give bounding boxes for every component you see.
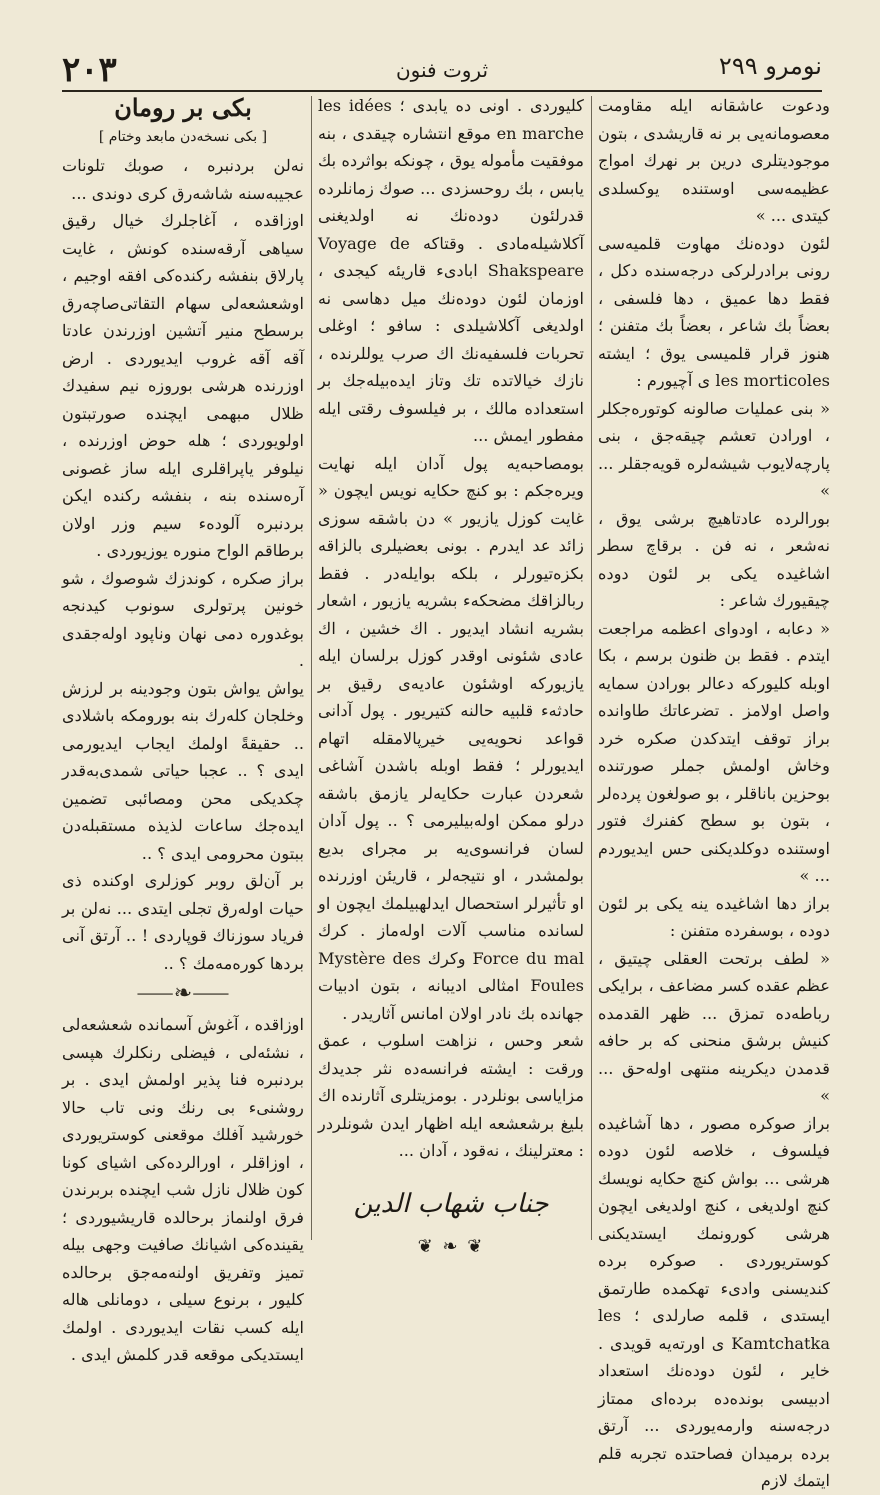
- page-number: ٢٠٣: [62, 50, 117, 90]
- paragraph: « بنی عمليات صالونه كوتوره‌جكلر ، اورادن تعشم چيقه‌جق ، بنی پارچه‌لايوب شيشه‌لره قويه‌جقلر ... »: [598, 398, 830, 500]
- column-left: [62, 92, 304, 1364]
- issue-number: نومرو ٢٩٩: [718, 52, 822, 80]
- flourish-divider: ⸺❧⸺: [136, 981, 230, 1006]
- column-right: [598, 92, 830, 1490]
- paragraph: نه‌لن بردنبره ، صوبك تلونات عجيبه‌سنه شاشه‌رق كری دوندی ...: [62, 156, 304, 203]
- journal-title: ثروت فنون: [395, 58, 489, 82]
- section-title: بكی بر رومان: [114, 93, 252, 122]
- paragraph: اوزاقده ، آغوش آسمانده شعشعه‌لی ، نشئه‌لی ، فيضلی رنكلرك هپسی بردنبره فنا پذير اولمش ايدی . بر روشنیء بی رنك ونی تاب حالا خورشيد آفلك موقعنی كوستريوردی ، اوزاقلر ، اورالرده‌كی اشيای كونا كون ظلال نازل شب ايچنده بربرندن فرق اولنماز برحالده قاريشيوردی ؛ يقينده‌كی اشيانك صافيت وجهی بيله تميز وتفريق اولنه‌مه‌جق برحالده كليور ، برنوع سيلی ، دومانلی هاله ايله كسب نقات ايديوردی . اولمك ايستديكی موقعه قدر كلمش ايدی .: [62, 1015, 304, 1364]
- paragraph: « دعابه ، اودوای اعظمه مراجعت ايتدم . فقط بن ظنون برسم ، بكا اوبله كليوركه دعالر بورادن سمايه واصل اولامز . تضرعاتك طاوانده براز توقف ايتدكدن صكره خرد وخاش اولمش جملر صورتنده بوحزين باناقلر ، بو صولغون پرده‌لر ، بتون بو سطح كفنرك فتور اوستنده دوكلديكنی حس ايديوردم ... »: [598, 618, 830, 885]
- paragraph: ودعوت عاشقانه ايله مقاومت معصومانه‌یی بر نه قاریشدی ، بتون موجودیتلری درین بر نهرك امواج عظيمه‌سی اوستنده يوكسلدی كيتدی ... »: [598, 96, 830, 225]
- paragraph: اوزاقده ، آغاجلرك خيال رقيق سياهی آرقه‌سنده كونش ، غايت پارلاق بنفشه ركنده‌كی افقه اوجيم ، اوشعشعه‌لی سهام التقاتی‌صاچه‌رق برسطح منير آتشين اوزرندن عادتا آقه آقه غروب ايديوردی . ارض اوزرنده هرشی بوروزه نيم سفيدك ظلال مبهمی ايچنده صورتبتون اولويوردی ؛ هله حوض اوزرنده ، نيلوفر ياپراقلری ايله ساز غصونی آره‌سنده بنه ، بنفشه ركنده ايكن بردنبره آلودهء سيم وزر اولان برطاقم الواح منوره يوزيوردی .: [62, 211, 304, 560]
- section-subtitle: [ بكی نسخه‌دن مابعد وختام ]: [98, 129, 268, 145]
- column-divider: [591, 96, 592, 1240]
- paragraph: شعر وحس ، نزاهت اسلوب ، عمق ورقت : ايشته فرانسه‌ده نثر جديدك مزاياسی بونلردر . بومزيتلری آثارنده اك بليغ برشعشعه ايله اظهار ايدن شونلردر : معترلينك ، نه‌قود ، آدان ...: [318, 1031, 584, 1160]
- paragraph: « لطف برتحت العقلی چيتيق ، عظم عقده كسر مضاعف ، برايكی رباطه‌ده تمزق ... ظهر القدمده كنيش برشق منحنی كه بر حافه قدمدن ديكرينه منتهی اوله‌حق ... »: [598, 948, 830, 1105]
- paragraph: يواش يواش بتون وجودينه بر لرزش وخلجان كله‌رك بنه بورومكه باشلادی .. حقيقةً اولمك ايجاب ايديورمی ايدی ؟ .. عجبا حياتی شمدی‌به‌قدر چكديكی محن ومصائبی تضمين ايده‌جك ساعات لذيذه مستقبله‌دن ببتون محرومی ايدی ؟ ..: [62, 678, 304, 863]
- page-header: [62, 46, 822, 92]
- paragraph: بورالرده عادتاهيچ برشی يوق ، نه‌شعر ، نه فن . برقاچ سطر اشاغيده يكی بر لئون دوده چيقيورك شاعر :: [598, 508, 830, 610]
- paragraph: لئون دوده‌نك مهاوت قلميه‌سی رونی برادرلركی درجه‌سنده دكل ، فقط دها عميق ، دها فلسفی ، بعضاً بك شاعر ، بعضاً بك متفنن ؛ هنوز قرار قلميسی يوق ؛ ايشته les morticoles ی آچيورم :: [598, 233, 830, 390]
- ornament-divider: ❦ ❧ ❦: [417, 1235, 485, 1257]
- author-signature: جناب شهاب الدين: [353, 1188, 549, 1219]
- paragraph: براز دها اشاغيده ينه يكی بر لئون دوده ، بوسفرده متفنن :: [598, 893, 830, 940]
- paragraph: براز صوكره مصور ، دها آشاغيده فيلسوف ، خلاصه لئون دوده هرشی ... بواش كنچ حكايه نويسك كنچ اولديغی ، كنچ اولديغی ايچون هرشی كورونمك ايستديكنی كوستريوردی . صوكره برده كنديسنی وادیء تهكمده طارتمق ايستدی ، قلمه صارلدی ؛ les Kamtchatka ی اورته‌يه قويدی . خاير ، لئون دوده‌نك استعداد ادبيسی بونده‌ده برده‌ای ممتاز درجه‌سنه وارمه‌يوردی ... آرتق برده برميدان فصاحتده تجربه قلم ايتمك لازم: [598, 1113, 830, 1490]
- paragraph: بر آن‌لق روبر كوزلری اوكنده ذی حيات اوله‌رق تجلی ايتدی ... نه‌لن بر فرياد سوزناك قوپاردی ! .. آرتق آنی بردها كوره‌مه‌مك ؟ ..: [62, 871, 304, 973]
- paragraph: كليوردی . اونی ده يابدی ؛ les idées en marche موقع انتشاره چيقدی ، بنه موفقيت مأموله يوق ، چونكه بواثرده بك يابس ، بك روحسزدی ... صوك زمانلرده قدرلئون دوده‌نك نه اولديغنی آكلاشيله‌مادی . وقتاكه Voyage de Shakspeare ابادیء قاريئه كيجدی ، اوزمان لئون دوده‌نك ميل دهاسی نه اولديغی آكلاشيلدی : سافو ؛ اوغلی تحربات فلسفيه‌نك اك صرب يوللرنده ، نازك خيالاتده تك وتاز ايده‌بيله‌جك بر استعداده مالك ، بر فيلسوف رقتی ايله مفطور ايمش ...: [318, 96, 585, 445]
- column-middle: [318, 92, 585, 1257]
- column-divider: [311, 96, 312, 1240]
- paragraph: براز صكره ، كوندزك شوصوك ، شو خونين پرتولری سونوب كيدنجه بوغدوره دمی نهان وناپود اوله‌جقدی .: [62, 568, 304, 670]
- paragraph: بومصاحبه‌یه پول آدان ايله نهايت ويره‌جكم : بو كنچ حكايه نويس ايچون « غايت كوزل يازيور » دن باشقه سوزی زائد عد ايدرم . بونی بعضيلری بالزاقه بكزه‌تيورلر ، بلكه بوايله‌در . فقط ربالزاقك مضحكهء بشريه يازيور ، اشعار بشريه انشاد ايديور . اك خشين ، اك عادی شئونی اوقدر كوزل برلسان ايله يازيوركه اوشئون عاديه‌ی رقيق بر حادثهء قلبيه حالنه كتيريور . پول آدانی قواعد نحويه‌یی خيرپالامقله اتهام ايديورلر ؛ فقط اوبله باشدن آشاغی شعردن عبارت حكايه‌لر يازمق باشقه درلو ممكن اوله‌بيليرمی ؟ .. پول آدان لسان فرانسوی‌يه بر مجرای بديع بولمشدر ، او نتيجه‌لر ، قاريئن اوزرنده او تأثيرلر استحصال ايدلهبيلمك ايچون او لسانده مناسب آلات اوله‌ماز . كرك Force du mal وكرك Mystère des Foules امثالی اديبانه ، بتون ادبيات جهانده بك نادر اولان امانس آثاريدر .: [318, 453, 585, 1023]
